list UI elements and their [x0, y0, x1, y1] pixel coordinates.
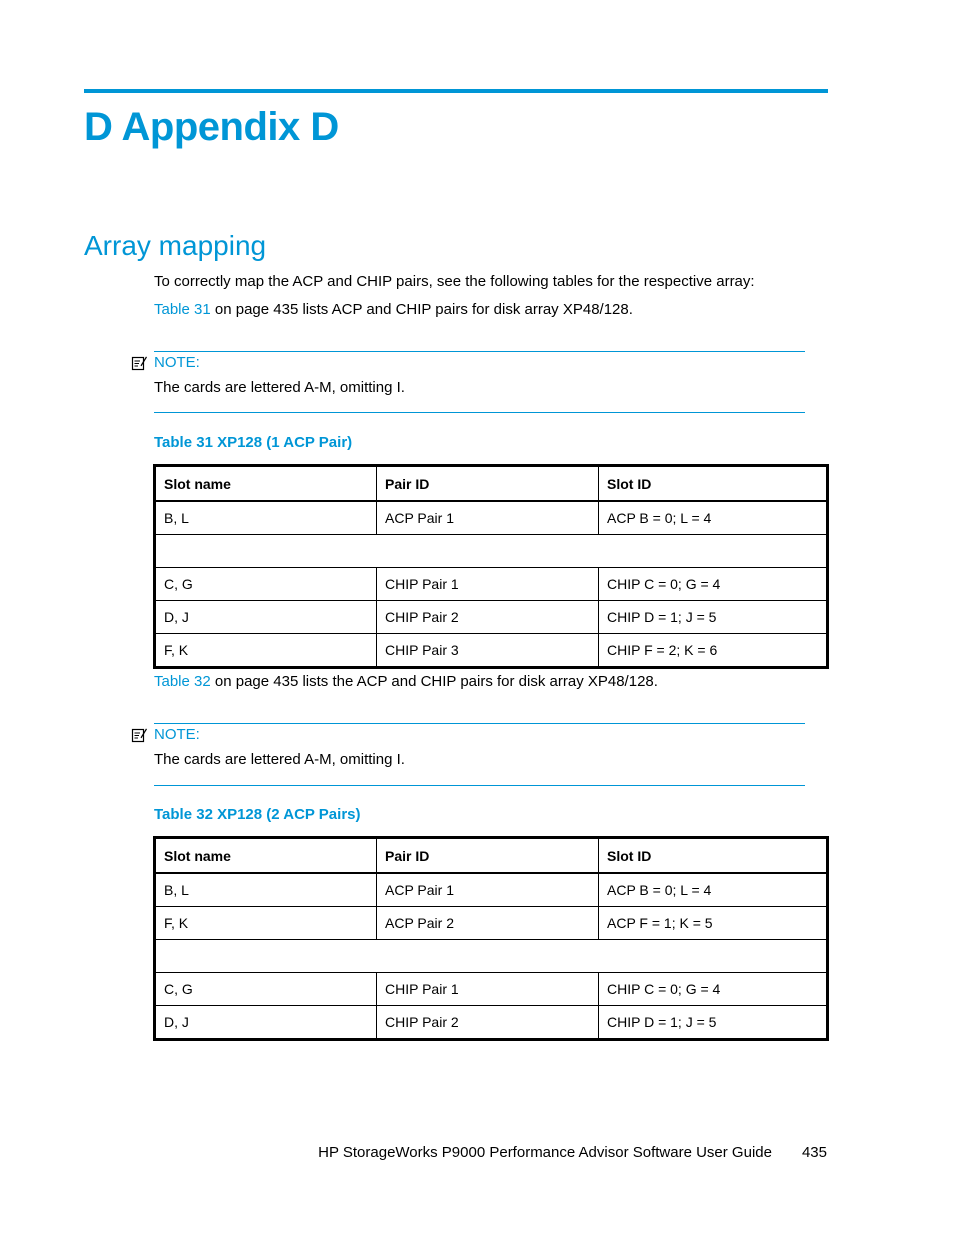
- slot-name-cell: F, K: [155, 634, 377, 668]
- table32: [153, 836, 829, 1041]
- table-row-spacer: [155, 940, 828, 973]
- table31-caption: Table 31 XP128 (1 ACP Pair): [154, 434, 353, 451]
- slot-name-cell: F, K: [155, 907, 377, 940]
- pair-id-cell: ACP Pair 2: [377, 907, 599, 940]
- table-row: [155, 907, 828, 940]
- slot-name-cell: B, L: [155, 873, 377, 907]
- column-header: Slot name: [155, 466, 377, 502]
- slot-name-cell: B, L: [155, 501, 377, 535]
- intro-paragraph: To correctly map the ACP and CHIP pairs, see the following tables for the respective array:: [154, 273, 755, 290]
- slot-name-cell: D, J: [155, 601, 377, 634]
- note1-bottom-rule: [154, 412, 805, 413]
- pair-id-cell: CHIP Pair 1: [377, 973, 599, 1006]
- slot-name-cell: D, J: [155, 1006, 377, 1040]
- table32-reference: [154, 672, 658, 692]
- table-header-row: [155, 466, 828, 502]
- column-header: Slot ID: [599, 466, 828, 502]
- table31-reference: [154, 300, 633, 320]
- spacer-cell: [155, 535, 828, 568]
- note1-text: The cards are lettered A-M, omitting I.: [154, 379, 405, 396]
- column-header: Slot name: [155, 838, 377, 874]
- pair-id-cell: CHIP Pair 3: [377, 634, 599, 668]
- slot-name-cell: C, G: [155, 568, 377, 601]
- table32-caption: Table 32 XP128 (2 ACP Pairs): [154, 806, 361, 823]
- slot-id-cell: CHIP D = 1; J = 5: [599, 1006, 828, 1040]
- pair-id-cell: ACP Pair 1: [377, 501, 599, 535]
- section-title: Array mapping: [84, 230, 267, 261]
- note2-top-rule: [154, 723, 805, 724]
- note1-top-rule: [154, 351, 805, 352]
- table31-link[interactable]: Table 31: [154, 301, 211, 318]
- note2-header: [131, 725, 200, 745]
- table-row: [155, 873, 828, 907]
- slot-id-cell: ACP B = 0; L = 4: [599, 501, 828, 535]
- pair-id-cell: ACP Pair 1: [377, 873, 599, 907]
- table32-link[interactable]: Table 32: [154, 673, 211, 690]
- pair-id-cell: CHIP Pair 2: [377, 1006, 599, 1040]
- page-number: 435: [801, 1144, 827, 1161]
- table-row: [155, 601, 828, 634]
- note2-bottom-rule: [154, 785, 805, 786]
- slot-id-cell: CHIP C = 0; G = 4: [599, 568, 828, 601]
- table31: [153, 464, 829, 669]
- table-row: [155, 1006, 828, 1040]
- guide-title: HP StorageWorks P9000 Performance Advisor Software User Guide: [318, 1144, 772, 1161]
- table-row: [155, 568, 828, 601]
- chapter-title: D Appendix D: [84, 105, 339, 149]
- column-header: Pair ID: [377, 838, 599, 874]
- note1-label: NOTE:: [154, 354, 200, 371]
- note2-label: NOTE:: [154, 726, 200, 743]
- note-pencil-icon: [131, 727, 147, 743]
- note1-header: [131, 353, 200, 373]
- spacer-cell: [155, 940, 828, 973]
- table-header-row: [155, 838, 828, 874]
- table-row: [155, 634, 828, 668]
- slot-id-cell: CHIP F = 2; K = 6: [599, 634, 828, 668]
- page-footer: [318, 1143, 827, 1163]
- table32-reference-text: on page 435 lists the ACP and CHIP pairs for disk array XP48/128.: [210, 673, 658, 690]
- pair-id-cell: CHIP Pair 1: [377, 568, 599, 601]
- chapter-top-rule: [84, 89, 828, 93]
- pair-id-cell: CHIP Pair 2: [377, 601, 599, 634]
- table-row: [155, 501, 828, 535]
- note2-text: The cards are lettered A-M, omitting I.: [154, 751, 405, 768]
- slot-name-cell: C, G: [155, 973, 377, 1006]
- column-header: Pair ID: [377, 466, 599, 502]
- table-row: [155, 973, 828, 1006]
- slot-id-cell: ACP F = 1; K = 5: [599, 907, 828, 940]
- slot-id-cell: CHIP D = 1; J = 5: [599, 601, 828, 634]
- table31-reference-text: on page 435 lists ACP and CHIP pairs for disk array XP48/128.: [210, 301, 633, 318]
- column-header: Slot ID: [599, 838, 828, 874]
- slot-id-cell: CHIP C = 0; G = 4: [599, 973, 828, 1006]
- slot-id-cell: ACP B = 0; L = 4: [599, 873, 828, 907]
- table-row-spacer: [155, 535, 828, 568]
- note-pencil-icon: [131, 355, 147, 371]
